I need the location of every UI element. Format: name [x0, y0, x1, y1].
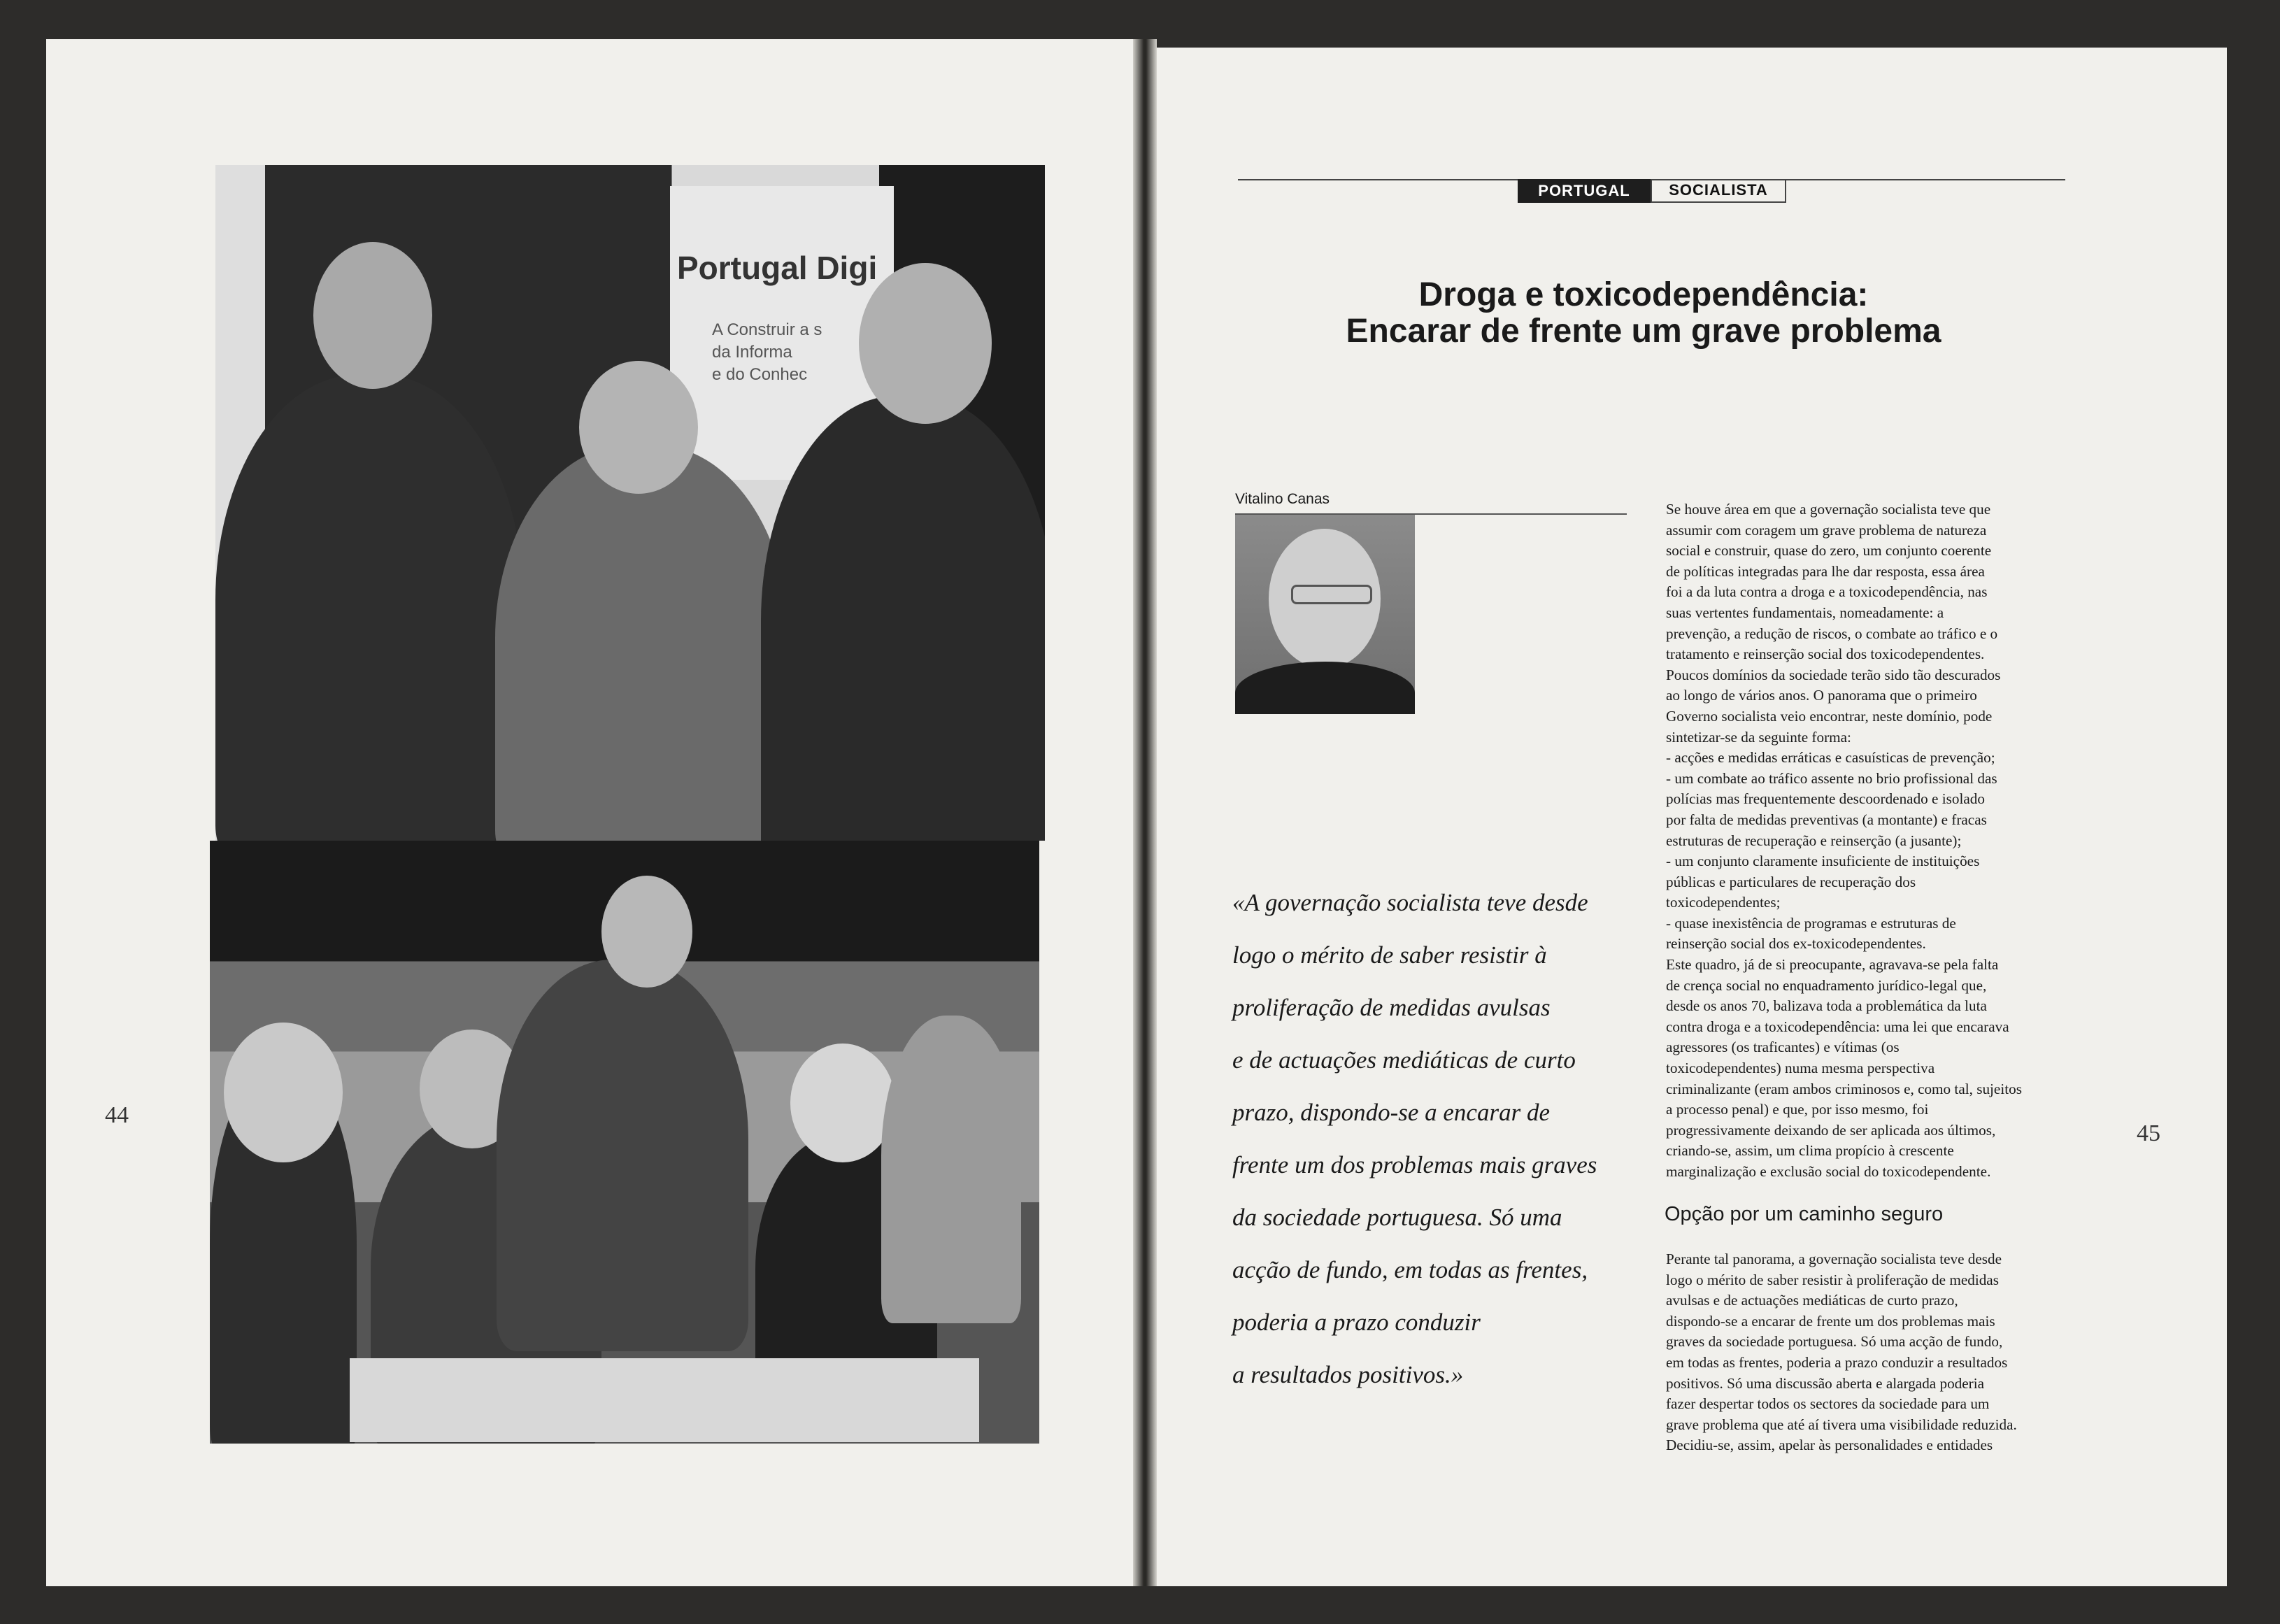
body-line: ao longo de vários anos. O panorama que o primeiro [1666, 687, 1977, 704]
photo-event-top [215, 165, 1045, 841]
author-portrait [1235, 515, 1415, 714]
body-line: prevenção, a redução de riscos, o combate ao tráfico e o [1666, 625, 1998, 642]
person-center [495, 445, 789, 841]
person-seated-left-head [224, 1023, 343, 1162]
body-line: Poucos domínios da sociedade terão sido tão descurados [1666, 666, 2001, 683]
article-title-line2: Encarar de frente um grave problema [1346, 313, 1941, 350]
body-line: toxicodependentes) numa mesma perspectiva [1666, 1060, 1935, 1077]
body-line: públicas e particulares de recuperação dos [1666, 873, 1916, 890]
pull-quote-line: logo o mérito de saber resistir à [1232, 941, 1547, 969]
body-line: - quase inexistência de programas e estruturas de [1666, 914, 1956, 932]
masthead-tag-socialista: SOCIALISTA [1651, 179, 1786, 203]
body-line: Se houve área em que a governação socialista teve que [1666, 501, 1991, 518]
body-line: Decidiu-se, assim, apelar às personalidades e entidades [1666, 1437, 1993, 1454]
body-line: contra droga e a toxicodependência: uma lei que encarava [1666, 1018, 2009, 1035]
person-standing-head [601, 876, 692, 988]
body-line: assumir com coragem um grave problema de natureza [1666, 521, 1987, 539]
body-line: marginalização e exclusão social do toxicodependente. [1666, 1163, 1991, 1180]
pull-quote-line: a resultados positivos.» [1232, 1361, 1464, 1388]
body-line: por falta de medidas preventivas (a montante) e fracas [1666, 811, 1987, 828]
article-title [1280, 277, 2007, 350]
author-name: Vitalino Canas [1235, 491, 1330, 507]
pull-quote-line: poderia a prazo conduzir [1232, 1309, 1481, 1336]
sign-title: Portugal Digi [677, 250, 878, 286]
person-seated-woman-head [790, 1044, 895, 1162]
body-line: sintetizar-se da seguinte forma: [1666, 728, 1851, 746]
body-line: grave problema que até aí tivera uma visibilidade reduzida. [1666, 1416, 2017, 1433]
body-line: fazer despertar todos os sectores da sociedade para um [1666, 1395, 1990, 1413]
pull-quote-line: proliferação de medidas avulsas [1232, 994, 1551, 1021]
article-subheading: Opção por um caminho seguro [1665, 1203, 1944, 1225]
pull-quote-line: acção de fundo, em todas as frentes, [1232, 1256, 1588, 1283]
person-standing [497, 960, 748, 1351]
body-line: avulsas e de actuações mediáticas de curto prazo, [1666, 1292, 1958, 1309]
pull-quote-line: prazo, dispondo-se a encarar de [1232, 1099, 1550, 1126]
body-line: criminalizante (eram ambos criminosos e, como tal, sujeitos [1666, 1080, 2022, 1097]
body-line: criando-se, assim, um clima propício à crescente [1666, 1142, 1954, 1160]
page-number-left: 44 [105, 1102, 129, 1128]
body-line: dispondo-se a encarar de frente um dos problemas mais [1666, 1312, 1995, 1330]
pull-quote [1232, 864, 1624, 1413]
body-line: toxicodependentes; [1666, 894, 1781, 911]
body-line: suas vertentes fundamentais, nomeadamente: a [1666, 604, 1944, 621]
portrait-glasses [1291, 585, 1372, 604]
body-line: - um combate ao tráfico assente no brio profissional das [1666, 769, 1997, 787]
masthead-tag-portugal: PORTUGAL [1518, 179, 1651, 203]
body-line: - acções e medidas erráticas e casuísticas de prevenção; [1666, 749, 1995, 767]
body-line: Governo socialista veio encontrar, neste domínio, pode [1666, 707, 1993, 725]
pull-quote-line: frente um dos problemas mais graves [1232, 1151, 1597, 1178]
body-line: social e construir, quase do zero, um conjunto coerente [1666, 542, 1992, 560]
body-text-top [1666, 499, 2058, 1183]
body-line: a processo penal) e que, por isso mesmo, foi [1666, 1101, 1929, 1118]
body-line: Perante tal panorama, a governação socialista teve desde [1666, 1251, 2002, 1267]
body-line: logo o mérito de saber resistir à proliferação de medidas [1666, 1271, 1999, 1288]
body-line: progressivamente deixando de ser aplicada aos últimos, [1666, 1121, 1996, 1139]
body-line: de políticas integradas para lhe dar resposta, essa área [1666, 562, 1985, 580]
portrait-suit [1235, 662, 1415, 714]
person-left-head [313, 242, 432, 389]
body-line: estruturas de recuperação e reinserção (a jusante); [1666, 832, 1962, 849]
body-line: desde os anos 70, balizava toda a problemática da luta [1666, 997, 1987, 1015]
body-line: graves da sociedade portuguesa. Só uma acção de fundo, [1666, 1333, 2003, 1351]
body-line: positivos. Só uma discussão aberta e alargada poderia [1666, 1374, 1985, 1392]
conference-table [350, 1358, 979, 1442]
body-line: - um conjunto claramente insuficiente de instituições [1666, 853, 1980, 870]
sign-subtitle: A Construir a s da Informa e do Conhec [712, 320, 822, 384]
body-line: tratamento e reinserção social dos toxicodependentes. [1666, 646, 1985, 663]
binding-gutter [1133, 39, 1157, 1586]
pull-quote-line: e de actuações mediáticas de curto [1232, 1046, 1576, 1074]
person-background-woman [881, 1016, 1021, 1323]
body-line: foi a da luta contra a droga e a toxicodependência, nas [1666, 583, 1988, 601]
page-number-right: 45 [2137, 1120, 2160, 1146]
person-left [215, 375, 523, 841]
body-line: de crença social no enquadramento jurídico-legal que, [1666, 976, 1987, 994]
person-right [761, 396, 1045, 841]
body-line: reinserção social dos ex-toxicodependentes. [1666, 935, 1926, 953]
body-line: em todas as frentes, poderia a prazo conduzir a resultados [1666, 1353, 2008, 1371]
person-center-head [579, 361, 698, 494]
photo-event-bottom [210, 841, 1039, 1444]
pull-quote-line: «A governação socialista teve desde [1232, 889, 1588, 916]
pull-quote-line: da sociedade portuguesa. Só uma [1232, 1204, 1562, 1231]
body-text-bottom [1666, 1249, 2058, 1456]
person-right-head [859, 263, 992, 424]
body-line: Este quadro, já de si preocupante, agravava-se pela falta [1666, 956, 1999, 974]
body-line: agressores (os traficantes) e vítimas (os [1666, 1039, 1900, 1056]
article-title-line1: Droga e toxicodependência: [1418, 276, 1869, 313]
body-line: polícias mas frequentemente descoordenado e isolado [1666, 790, 1985, 808]
